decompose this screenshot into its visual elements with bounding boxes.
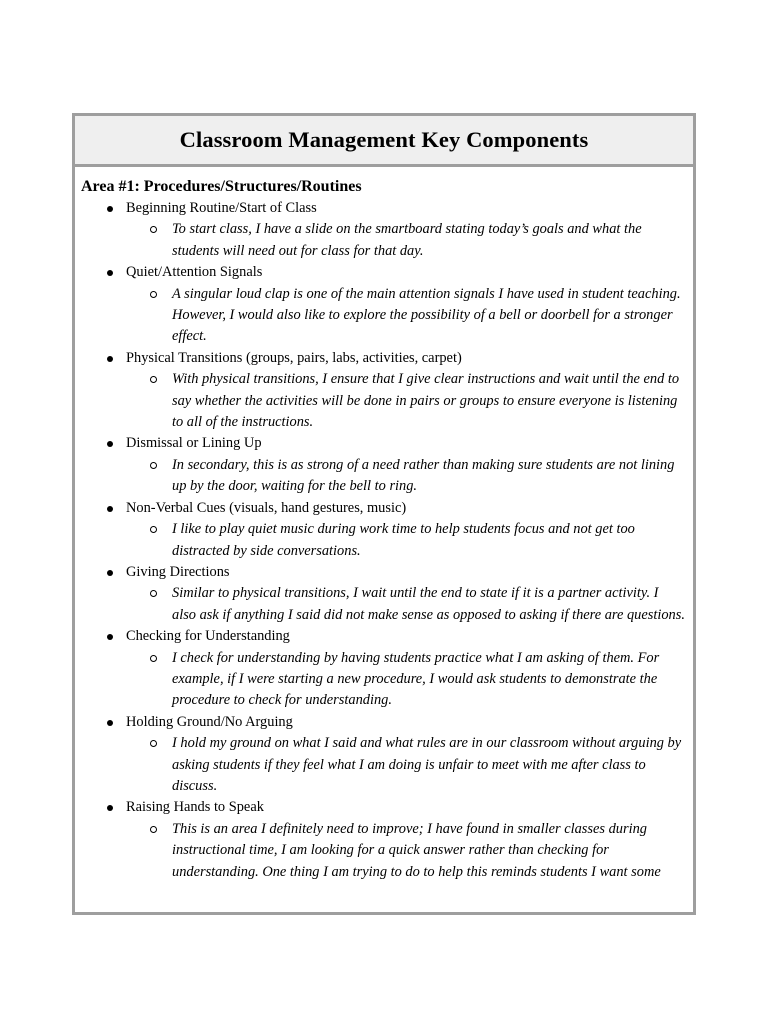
bullet-icon xyxy=(107,634,113,640)
circle-bullet-icon xyxy=(150,526,157,533)
circle-bullet-icon xyxy=(150,462,157,469)
table-header xyxy=(75,116,693,167)
topic-note-text: In secondary, this is as strong of a need rather than making sure students are not lining up by the door, waiting for the bell to ring. xyxy=(172,456,675,495)
list-item xyxy=(81,198,685,262)
bullet-icon xyxy=(107,356,113,362)
topic-label: Dismissal or Lining Up xyxy=(126,435,262,452)
topic-label: Holding Ground/No Arguing xyxy=(126,713,293,730)
circle-bullet-icon xyxy=(150,376,157,383)
topic-note-text: To start class, I have a slide on the smartboard stating today’s goals and what the students will need out for class for that day. xyxy=(172,221,642,259)
topic-note xyxy=(126,284,685,348)
circle-bullet-icon xyxy=(150,826,157,833)
page-title: Classroom Management Key Components xyxy=(179,127,589,152)
topic-note xyxy=(126,369,685,433)
table-body xyxy=(75,167,693,883)
topic-note-text: I like to play quiet music during work time to help students focus and not get too distracted by side conversations. xyxy=(172,521,635,559)
topic-note-text: This is an area I definitely need to improve; I have found in smaller classes during instructional time, I am looking for a quick answer rather than checking for understanding. One thing I am trying to do to help this reminds students I want some xyxy=(172,820,661,880)
document-table xyxy=(72,113,696,915)
topic-note xyxy=(126,583,685,626)
topic-note xyxy=(126,819,685,883)
bullet-icon xyxy=(107,441,113,447)
topic-label: Physical Transitions (groups, pairs, labs, activities, carpet) xyxy=(126,349,462,366)
topic-note xyxy=(126,519,685,562)
list-item xyxy=(81,262,685,348)
circle-bullet-icon xyxy=(150,226,157,233)
area-title: Area #1: Procedures/Structures/Routines xyxy=(81,178,362,195)
list-item xyxy=(81,712,685,798)
bullet-icon xyxy=(107,270,113,276)
list-item xyxy=(81,498,685,562)
topic-note-text: With physical transitions, I ensure that I give clear instructions and wait until the end to say whether the activities will be done in pairs or groups to ensure everyone is listening to all of the instructions. xyxy=(172,371,680,431)
bullet-icon xyxy=(107,805,113,811)
topic-note-text: Similar to physical transitions, I wait until the end to state if it is a partner activity. I also ask if anything I said did not make sense as opposed to asking if there are questions. xyxy=(172,585,685,623)
topic-label: Non-Verbal Cues (visuals, hand gestures, music) xyxy=(126,499,407,516)
topic-note xyxy=(126,648,685,712)
topic-label: Beginning Routine/Start of Class xyxy=(126,200,317,216)
bullet-icon xyxy=(107,506,113,512)
topic-label: Raising Hands to Speak xyxy=(126,799,264,816)
bullet-icon xyxy=(107,720,113,726)
topic-note-text: I hold my ground on what I said and what rules are in our classroom without arguing by asking students if they feel what I am doing is unfair to meet with me after class to discuss. xyxy=(172,735,682,794)
list-item xyxy=(81,433,685,497)
circle-bullet-icon xyxy=(150,740,157,747)
topic-note-text: A singular loud clap is one of the main attention signals I have used in student teaching. However, I would also like to explore the possibility of a bell or doorbell for a stronger effect. xyxy=(172,285,681,345)
topic-label: Checking for Understanding xyxy=(126,628,290,645)
circle-bullet-icon xyxy=(150,590,157,597)
topic-note xyxy=(126,219,685,262)
topic-label: Quiet/Attention Signals xyxy=(126,264,263,281)
bullet-icon xyxy=(107,570,113,576)
list-item xyxy=(81,562,685,626)
bullet-icon xyxy=(107,206,113,212)
topic-label: Giving Directions xyxy=(126,563,230,580)
topic-note xyxy=(126,733,685,797)
circle-bullet-icon xyxy=(150,291,157,298)
list-item xyxy=(81,626,685,712)
topic-note xyxy=(126,455,685,498)
list-item xyxy=(81,348,685,434)
topic-note-text: I check for understanding by having students practice what I am asking of them. For example, if I were starting a new procedure, I would ask students to demonstrate the procedure to check for understanding. xyxy=(172,649,660,709)
circle-bullet-icon xyxy=(150,655,157,662)
topic-list xyxy=(81,198,685,883)
list-item xyxy=(81,797,685,883)
